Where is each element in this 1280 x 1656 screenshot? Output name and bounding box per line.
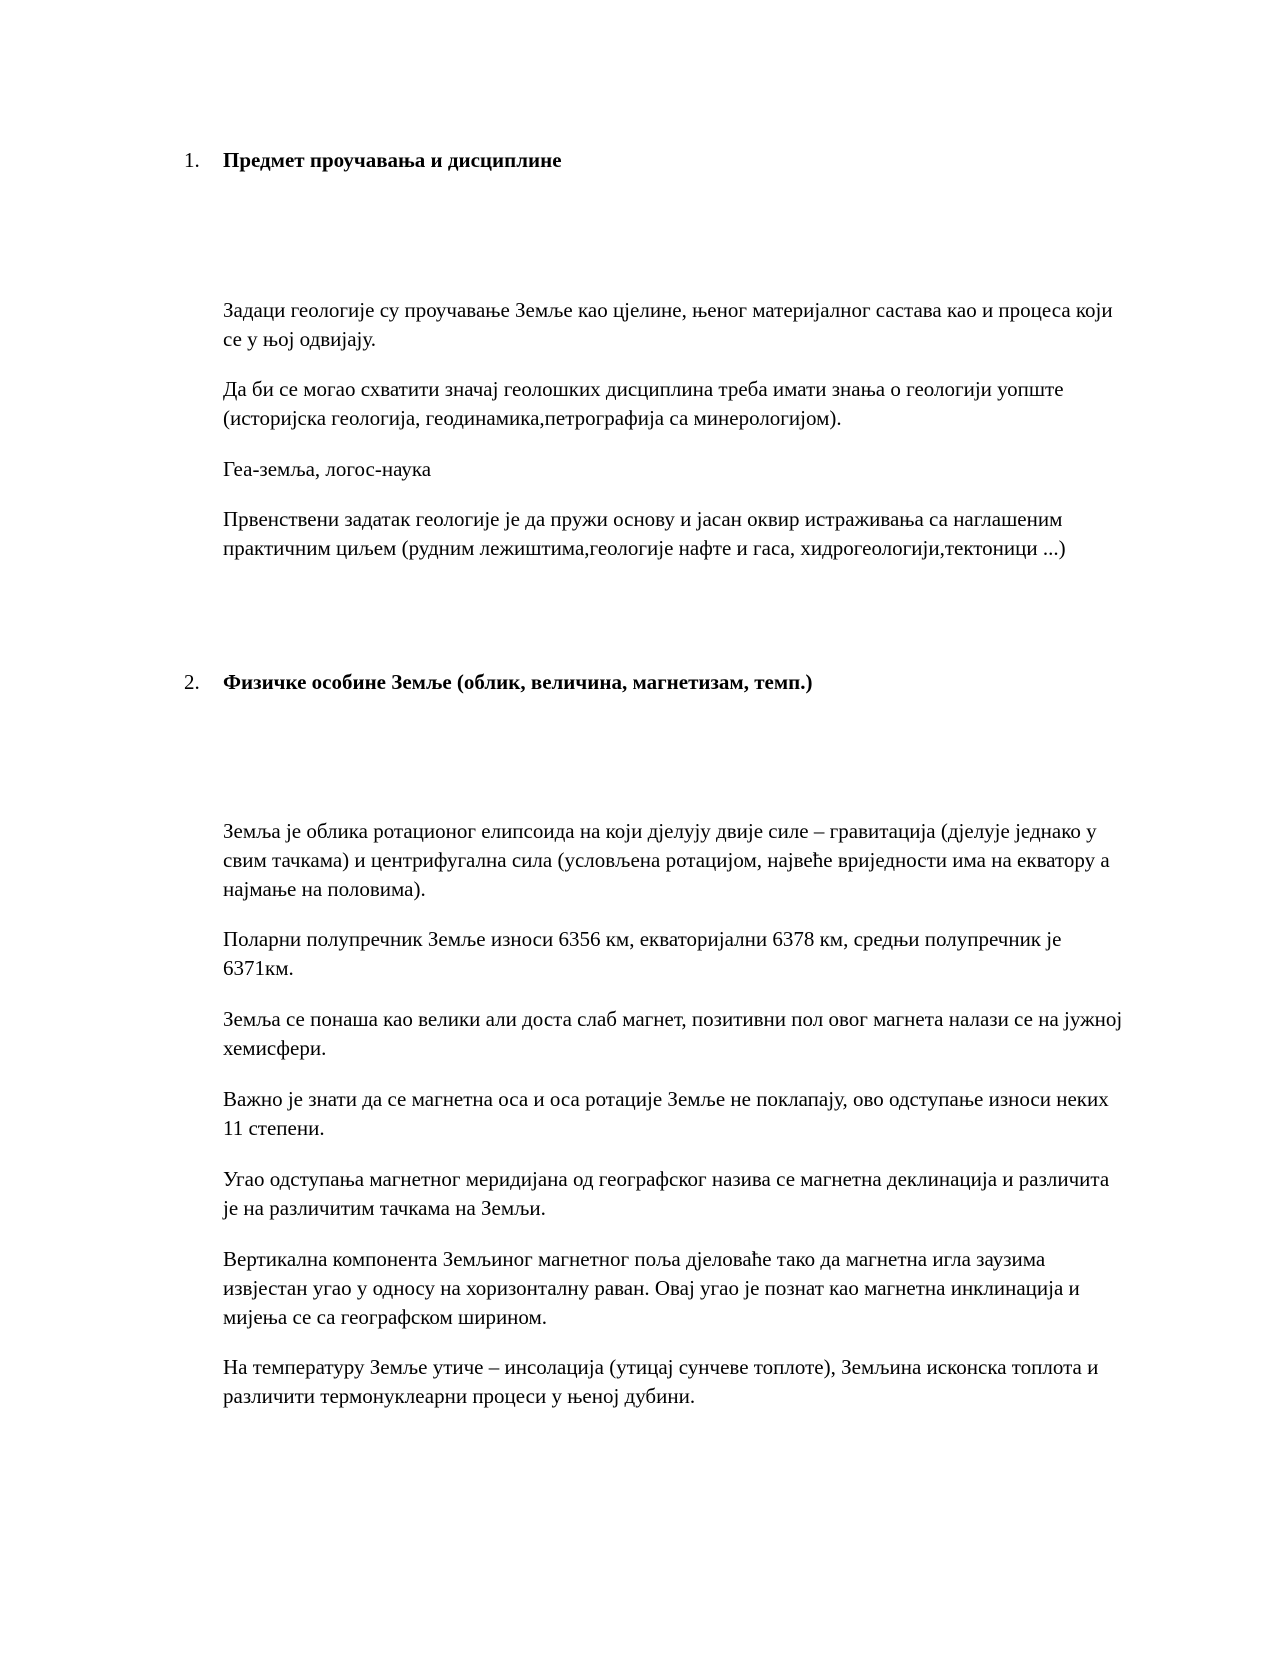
section-title: Физичке особине Земље (облик, величина, магнетизам, темп.) xyxy=(223,670,813,694)
paragraph: Да би се могао схватити значај геолошких дисциплина треба имати знања о геологији уопште (историјска геологија, геодинамика,петрографија са минерологијом). xyxy=(223,377,1064,430)
paragraph: Геа-земља, логос-наука xyxy=(223,457,432,481)
paragraph: Првенствени задатак геологије је да пружи основу и јасан оквир истраживања са наглашеним практичним циљем (рудним лежиштима,геологије нафте и гаса, хидрогеологији,тектоници ...) xyxy=(223,507,1066,560)
paragraph: Земља је облика ротационог елипсоида на који дјелују двије силе – гравитација (дјелује једнако у свим тачкама) и центрифугална сила (условљена ротацијом, највеће вриједности има на екватору а најмање на половима). xyxy=(223,819,1110,901)
paragraph: На температуру Земље утиче – инсолација (утицај сунчеве топлоте), Земљина исконска топлота и различити термонуклеарни процеси у њеној дубини. xyxy=(223,1355,1099,1408)
section-title: Предмет проучавања и дисциплине xyxy=(223,148,562,172)
list-number: 2. xyxy=(184,670,200,694)
section-heading xyxy=(0,667,1280,697)
paragraph: Вертикална компонента Земљиног магнетног поља дјеловаће тако да магнетна игла заузима извјестан угао у односу на хоризонталну раван. Овај угао је познат као магнетна инклинација и мијења се са географском ширином. xyxy=(223,1247,1080,1329)
section-1 xyxy=(0,145,1280,175)
paragraph: Угао одступања магнетног меридијана од географског назива се магнетна деклинација и различита је на различитим тачкама на Земљи. xyxy=(223,1167,1110,1220)
section-2 xyxy=(0,667,1280,697)
section-heading xyxy=(0,145,1280,175)
paragraph: Важно је знати да се магнетна оса и оса ротације Земље не поклапају, ово одступање износи неких 11 степени. xyxy=(223,1087,1109,1140)
list-number: 1. xyxy=(184,148,200,172)
paragraph: Задаци геологије су проучавање Земље као цјелине, њеног материјалног састава као и процеса који се у њој одвијају. xyxy=(223,298,1113,351)
paragraph: Земља се понаша као велики али доста слаб магнет, позитивни пол овог магнета налази се на јужној хемисфери. xyxy=(223,1007,1123,1060)
paragraph: Поларни полупречник Земље износи 6356 км, екваторијални 6378 км, средњи полупречник је 6371км. xyxy=(223,927,1062,980)
